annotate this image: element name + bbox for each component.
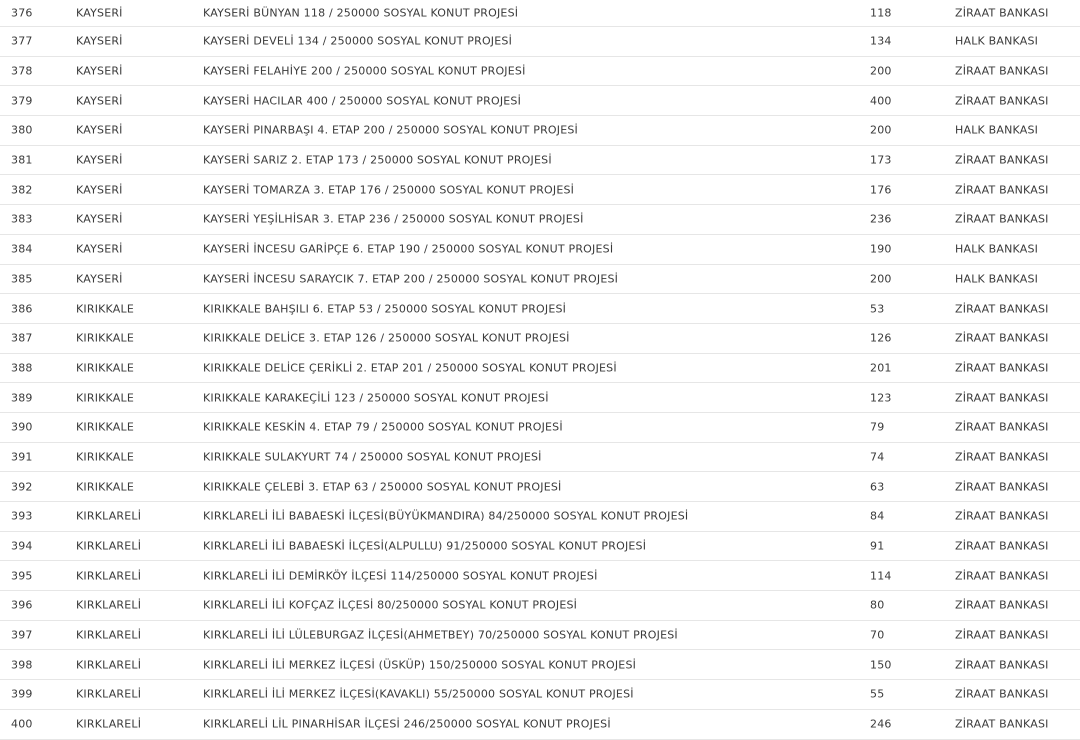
bank-name: ZİRAAT BANKASI [955, 450, 1049, 464]
city-name: KIRKLARELİ [76, 687, 142, 701]
project-name: KAYSERİ İNCESU GARİPÇE 6. ETAP 190 / 250000 SOSYAL KONUT PROJESİ [203, 242, 614, 256]
project-name: KIRKLARELİ İLİ MERKEZ İLÇESİ (ÜSKÜP) 150/250000 SOSYAL KONUT PROJESİ [203, 658, 637, 672]
city-name: KAYSERİ [76, 272, 123, 286]
city-name: KAYSERİ [76, 212, 123, 226]
row-number: 393 [11, 509, 33, 523]
table-row [0, 413, 1080, 443]
project-name: KAYSERİ BÜNYAN 118 / 250000 SOSYAL KONUT PROJESİ [203, 6, 519, 20]
table-row [0, 235, 1080, 265]
row-number: 377 [11, 34, 33, 48]
table-row [0, 650, 1080, 680]
bank-name: ZİRAAT BANKASI [955, 391, 1049, 405]
bank-name: ZİRAAT BANKASI [955, 212, 1049, 226]
unit-count: 200 [870, 64, 892, 78]
city-name: KIRIKKALE [76, 302, 134, 316]
unit-count: 84 [870, 509, 885, 523]
city-name: KIRKLARELİ [76, 628, 142, 642]
project-name: KAYSERİ İNCESU SARAYCIK 7. ETAP 200 / 250000 SOSYAL KONUT PROJESİ [203, 272, 619, 286]
table-row [0, 591, 1080, 621]
bank-name: ZİRAAT BANKASI [955, 183, 1049, 197]
project-name: KIRIKKALE BAHŞILI 6. ETAP 53 / 250000 SOSYAL KONUT PROJESİ [203, 302, 567, 316]
unit-count: 190 [870, 242, 892, 256]
city-name: KIRKLARELİ [76, 569, 142, 583]
table-row [0, 146, 1080, 176]
city-name: KIRKLARELİ [76, 539, 142, 553]
city-name: KIRIKKALE [76, 480, 134, 494]
unit-count: 176 [870, 183, 892, 197]
unit-count: 173 [870, 153, 892, 167]
project-name: KIRKLARELİ İLİ BABAESKİ İLÇESİ(ALPULLU) 91/250000 SOSYAL KONUT PROJESİ [203, 539, 647, 553]
unit-count: 236 [870, 212, 892, 226]
unit-count: 80 [870, 598, 885, 612]
project-name: KIRKLARELİ İLİ LÜLEBURGAZ İLÇESİ(AHMETBEY) 70/250000 SOSYAL KONUT PROJESİ [203, 628, 678, 642]
row-number: 398 [11, 658, 33, 672]
bank-name: ZİRAAT BANKASI [955, 420, 1049, 434]
table-row [0, 0, 1080, 27]
row-number: 394 [11, 539, 33, 553]
city-name: KIRKLARELİ [76, 717, 142, 731]
row-number: 395 [11, 569, 33, 583]
unit-count: 134 [870, 34, 892, 48]
bank-name: ZİRAAT BANKASI [955, 480, 1049, 494]
bank-name: ZİRAAT BANKASI [955, 658, 1049, 672]
row-number: 389 [11, 391, 33, 405]
table-row [0, 354, 1080, 384]
row-number: 400 [11, 717, 33, 731]
bank-name: ZİRAAT BANKASI [955, 628, 1049, 642]
city-name: KIRKLARELİ [76, 509, 142, 523]
row-number: 379 [11, 94, 33, 108]
unit-count: 91 [870, 539, 885, 553]
bank-name: ZİRAAT BANKASI [955, 153, 1049, 167]
project-name: KIRKLARELİ İLİ MERKEZ İLÇESİ(KAVAKLI) 55/250000 SOSYAL KONUT PROJESİ [203, 687, 634, 701]
city-name: KIRKLARELİ [76, 598, 142, 612]
project-name: KIRIKKALE KARAKEÇİLİ 123 / 250000 SOSYAL KONUT PROJESİ [203, 391, 549, 405]
table-row [0, 27, 1080, 57]
row-number: 387 [11, 331, 33, 345]
project-name: KAYSERİ YEŞİLHİSAR 3. ETAP 236 / 250000 SOSYAL KONUT PROJESİ [203, 212, 584, 226]
project-name: KIRIKKALE ÇELEBİ 3. ETAP 63 / 250000 SOSYAL KONUT PROJESİ [203, 480, 562, 494]
unit-count: 114 [870, 569, 892, 583]
project-name: KAYSERİ TOMARZA 3. ETAP 176 / 250000 SOSYAL KONUT PROJESİ [203, 183, 575, 197]
row-number: 392 [11, 480, 33, 494]
table-row [0, 472, 1080, 502]
table-row [0, 710, 1080, 740]
unit-count: 74 [870, 450, 885, 464]
city-name: KAYSERİ [76, 6, 123, 20]
row-number: 376 [11, 6, 33, 20]
row-number: 378 [11, 64, 33, 78]
unit-count: 246 [870, 717, 892, 731]
city-name: KAYSERİ [76, 64, 123, 78]
project-name: KIRIKKALE KESKİN 4. ETAP 79 / 250000 SOSYAL KONUT PROJESİ [203, 420, 563, 434]
unit-count: 200 [870, 123, 892, 137]
unit-count: 79 [870, 420, 885, 434]
project-name: KAYSERİ HACILAR 400 / 250000 SOSYAL KONUT PROJESİ [203, 94, 522, 108]
bank-name: ZİRAAT BANKASI [955, 64, 1049, 78]
table-row [0, 265, 1080, 295]
row-number: 381 [11, 153, 33, 167]
bank-name: ZİRAAT BANKASI [955, 361, 1049, 375]
unit-count: 126 [870, 331, 892, 345]
row-number: 396 [11, 598, 33, 612]
project-name: KIRIKKALE SULAKYURT 74 / 250000 SOSYAL KONUT PROJESİ [203, 450, 542, 464]
table-row [0, 680, 1080, 710]
project-name: KIRKLARELİ İLİ BABAESKİ İLÇESİ(BÜYÜKMANDIRA) 84/250000 SOSYAL KONUT PROJESİ [203, 509, 689, 523]
table-row [0, 383, 1080, 413]
row-number: 385 [11, 272, 33, 286]
row-number: 386 [11, 302, 33, 316]
unit-count: 63 [870, 480, 885, 494]
bank-name: HALK BANKASI [955, 123, 1039, 137]
city-name: KAYSERİ [76, 153, 123, 167]
bank-name: HALK BANKASI [955, 242, 1039, 256]
bank-name: ZİRAAT BANKASI [955, 6, 1049, 20]
table-row [0, 324, 1080, 354]
unit-count: 123 [870, 391, 892, 405]
unit-count: 70 [870, 628, 885, 642]
bank-name: ZİRAAT BANKASI [955, 687, 1049, 701]
bank-name: ZİRAAT BANKASI [955, 717, 1049, 731]
bank-name: ZİRAAT BANKASI [955, 94, 1049, 108]
unit-count: 200 [870, 272, 892, 286]
table-row [0, 175, 1080, 205]
project-name: KIRKLARELİ LİL PINARHİSAR İLÇESİ 246/250000 SOSYAL KONUT PROJESİ [203, 717, 611, 731]
row-number: 390 [11, 420, 33, 434]
city-name: KAYSERİ [76, 183, 123, 197]
bank-name: HALK BANKASI [955, 34, 1039, 48]
unit-count: 118 [870, 6, 892, 20]
unit-count: 55 [870, 687, 885, 701]
table-row [0, 294, 1080, 324]
city-name: KIRIKKALE [76, 391, 134, 405]
city-name: KIRIKKALE [76, 450, 134, 464]
project-name: KAYSERİ DEVELİ 134 / 250000 SOSYAL KONUT PROJESİ [203, 34, 513, 48]
table-row [0, 57, 1080, 87]
bank-name: ZİRAAT BANKASI [955, 331, 1049, 345]
project-name: KIRIKKALE DELİCE ÇERİKLİ 2. ETAP 201 / 250000 SOSYAL KONUT PROJESİ [203, 361, 617, 375]
unit-count: 53 [870, 302, 885, 316]
row-number: 383 [11, 212, 33, 226]
table-row [0, 621, 1080, 651]
city-name: KAYSERİ [76, 34, 123, 48]
city-name: KAYSERİ [76, 242, 123, 256]
bank-name: ZİRAAT BANKASI [955, 569, 1049, 583]
bank-name: ZİRAAT BANKASI [955, 509, 1049, 523]
row-number: 384 [11, 242, 33, 256]
table-row [0, 443, 1080, 473]
row-number: 397 [11, 628, 33, 642]
project-name: KIRKLARELİ İLİ KOFÇAZ İLÇESİ 80/250000 SOSYAL KONUT PROJESİ [203, 598, 578, 612]
table-row [0, 561, 1080, 591]
table-row [0, 532, 1080, 562]
city-name: KIRKLARELİ [76, 658, 142, 672]
row-number: 380 [11, 123, 33, 137]
row-number: 391 [11, 450, 33, 464]
bank-name: HALK BANKASI [955, 272, 1039, 286]
city-name: KIRIKKALE [76, 361, 134, 375]
city-name: KAYSERİ [76, 123, 123, 137]
unit-count: 150 [870, 658, 892, 672]
project-name: KAYSERİ SARIZ 2. ETAP 173 / 250000 SOSYAL KONUT PROJESİ [203, 153, 552, 167]
city-name: KIRIKKALE [76, 420, 134, 434]
row-number: 382 [11, 183, 33, 197]
bank-name: ZİRAAT BANKASI [955, 302, 1049, 316]
city-name: KIRIKKALE [76, 331, 134, 345]
project-name: KIRIKKALE DELİCE 3. ETAP 126 / 250000 SOSYAL KONUT PROJESİ [203, 331, 570, 345]
project-name: KAYSERİ PINARBAŞI 4. ETAP 200 / 250000 SOSYAL KONUT PROJESİ [203, 123, 578, 137]
project-name: KAYSERİ FELAHİYE 200 / 250000 SOSYAL KONUT PROJESİ [203, 64, 526, 78]
unit-count: 400 [870, 94, 892, 108]
bank-name: ZİRAAT BANKASI [955, 598, 1049, 612]
project-name: KIRKLARELİ İLİ DEMİRKÖY İLÇESİ 114/250000 SOSYAL KONUT PROJESİ [203, 569, 598, 583]
city-name: KAYSERİ [76, 94, 123, 108]
table-row [0, 86, 1080, 116]
row-number: 388 [11, 361, 33, 375]
table-row [0, 502, 1080, 532]
row-number: 399 [11, 687, 33, 701]
table-row [0, 205, 1080, 235]
unit-count: 201 [870, 361, 892, 375]
bank-name: ZİRAAT BANKASI [955, 539, 1049, 553]
table-row [0, 116, 1080, 146]
